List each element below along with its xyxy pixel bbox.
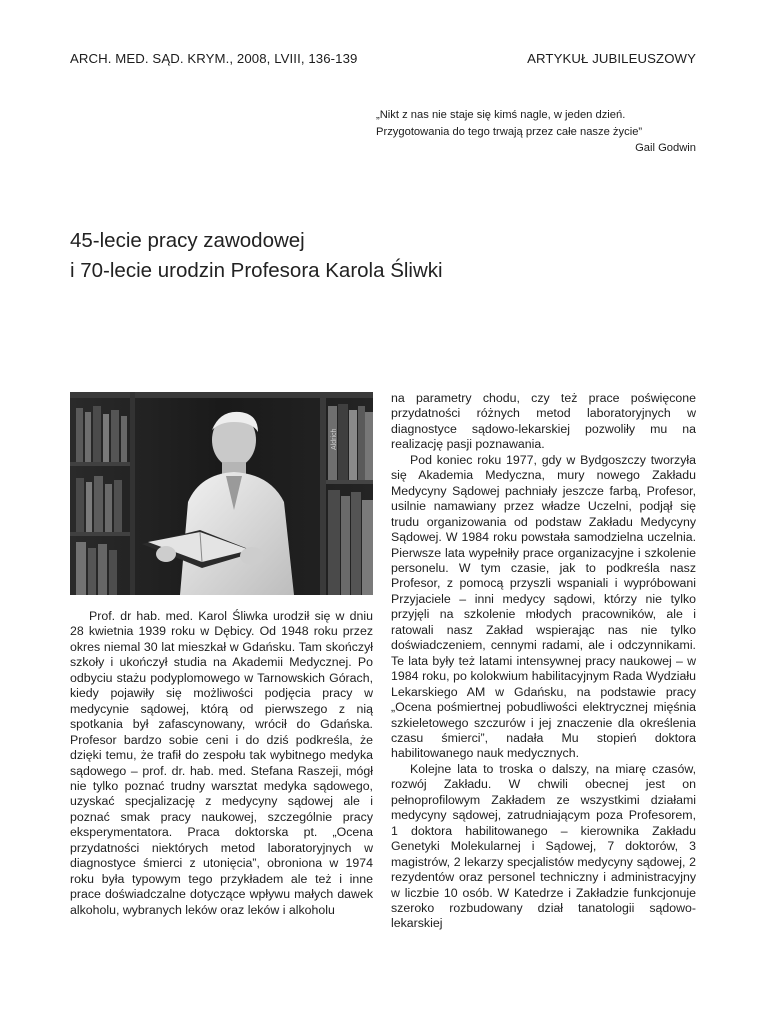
book-spine-label: Aldrich [331, 428, 338, 450]
portrait-photo-illustration [70, 392, 373, 595]
section-label: ARTYKUŁ JUBILEUSZOWY [527, 51, 696, 66]
text-column-left [70, 609, 373, 918]
title-line-2: i 70-lecie urodzin Profesora Karola Śliwki [70, 259, 443, 282]
paragraph-continued: na parametry chodu, czy też prace poświęcone przydatności różnych metod laboratoryjnych w diagnostyce sądowo-lekarskiej pozwoliły mu na realizację pasji poznawania. [391, 391, 696, 452]
paragraph-development: Kolejne lata to troska o dalszy, na miarę czasów, rozwój Zakładu. W chwili obecnej jest on pełnoprofilowym Zakładem ze wszystkimi działami medycyny sądowej, zatrudniającym poza Profesorem, 1 doktora habilitowanego – kierownika Zakładu Genetyki Molekularnej i Sądowej, 7 doktorów, 3 magistrów, 2 lekarzy specjalistów medycyny sądowej, 2 rezydentów oraz personel techniczny i administracyjny w liczbie 10 osób. W Katedrze i Zakładzie funkcjonuje szeroko rozbudowany dział tanatologii sądowo-lekarskiej [391, 761, 696, 931]
paragraph-intro: Prof. dr hab. med. Karol Śliwka urodził się w dniu 28 kwietnia 1939 roku w Dębicy. Od 1948 roku przez okres niemal 30 lat mieszkał w Gdańsku. Tam skończył szkoły i ukończył studia na Akademii Medycznej. Po odbyciu stażu podyplomowego w Tarnowskich Górach, kiedy pojawiły się możliwości podjęcia pracy w medycynie sądowej, którą od pierwszego z nią spotkania był zafascynowany, wrócił do Gdańska. Profesor bardzo sobie ceni i do dziś podkreśla, że dzięki temu, że trafił do zespołu tak wybitnego medyka sądowego – prof. dr. hab. med. Stefana Raszeji, mógł nie tylko poznać trudny warsztat medyka sądowego, uzyskać specjalizację z medycyny sądowej ale i poznać smak pracy naukowej, szczególnie pracy eksperymentatora. Praca doktorska pt. „Ocena przydatności niektórych metod laboratoryjnych w diagnostyce śmierci z utonięcia”, obroniona w 1974 roku była typowym tego przykładem ale też i inne prace doświadczalne dotyczące wpływu małych dawek alkoholu, wybranych leków oraz leków i alkoholu [70, 609, 373, 917]
epigraph-line-1: „Nikt z nas nie staje się kimś nagle, w jeden dzień. [376, 109, 626, 121]
epigraph-author: Gail Godwin [635, 142, 696, 154]
paragraph-bydgoszcz: Pod koniec roku 1977, gdy w Bydgoszczy tworzyła się Akademia Medyczna, mury nowego Zakładu Medycyny Sądowej pachniały jeszcze farbą, Profesor, usilnie namawiany przez władze Uczelni, podjął się trudu organizowania od podstaw Zakładu Medycyny Sądowej. W 1984 roku powstała samodzielna uczelnia. Pierwsze lata wypełniły prace organizacyjne i szkolenie personelu. W tym czasie, jak to podkreśla nasz Profesor, z pomocą przyszli wspaniali i wypróbowani Przyjaciele – inni medycy sądowi, którzy nie tylko przyjęli na szkolenie młodych pracowników, ale i ratowali nasz Zakład wspierając nas nie tylko doświadczeniem, cennymi radami, ale i odczynnikami. Te lata były też latami intensywnej pracy naukowej – w 1984 roku, po kolokwium habilitacyjnym Rada Wydziału Lekarskiego AM w Gdańsku, na podstawie pracy „Ocena pośmiertnej pobudliwości elektrycznej mięśnia szkieletowego szczurów i jej znaczenie dla określenia czasu śmierci”, nadała Mu stopień doktora habilitowanego nauk medycznych. [391, 452, 696, 761]
epigraph-line-2: Przygotowania do tego trwają przez całe nasze życie” [376, 125, 643, 138]
article-title [70, 226, 690, 286]
epigraph [376, 107, 696, 157]
text-column-right [391, 391, 696, 932]
journal-citation: ARCH. MED. SĄD. KRYM., 2008, LVIII, 136-139 [70, 51, 358, 66]
title-line-1: 45-lecie pracy zawodowej [70, 229, 305, 252]
portrait-photo [70, 392, 373, 595]
running-head [70, 51, 696, 69]
